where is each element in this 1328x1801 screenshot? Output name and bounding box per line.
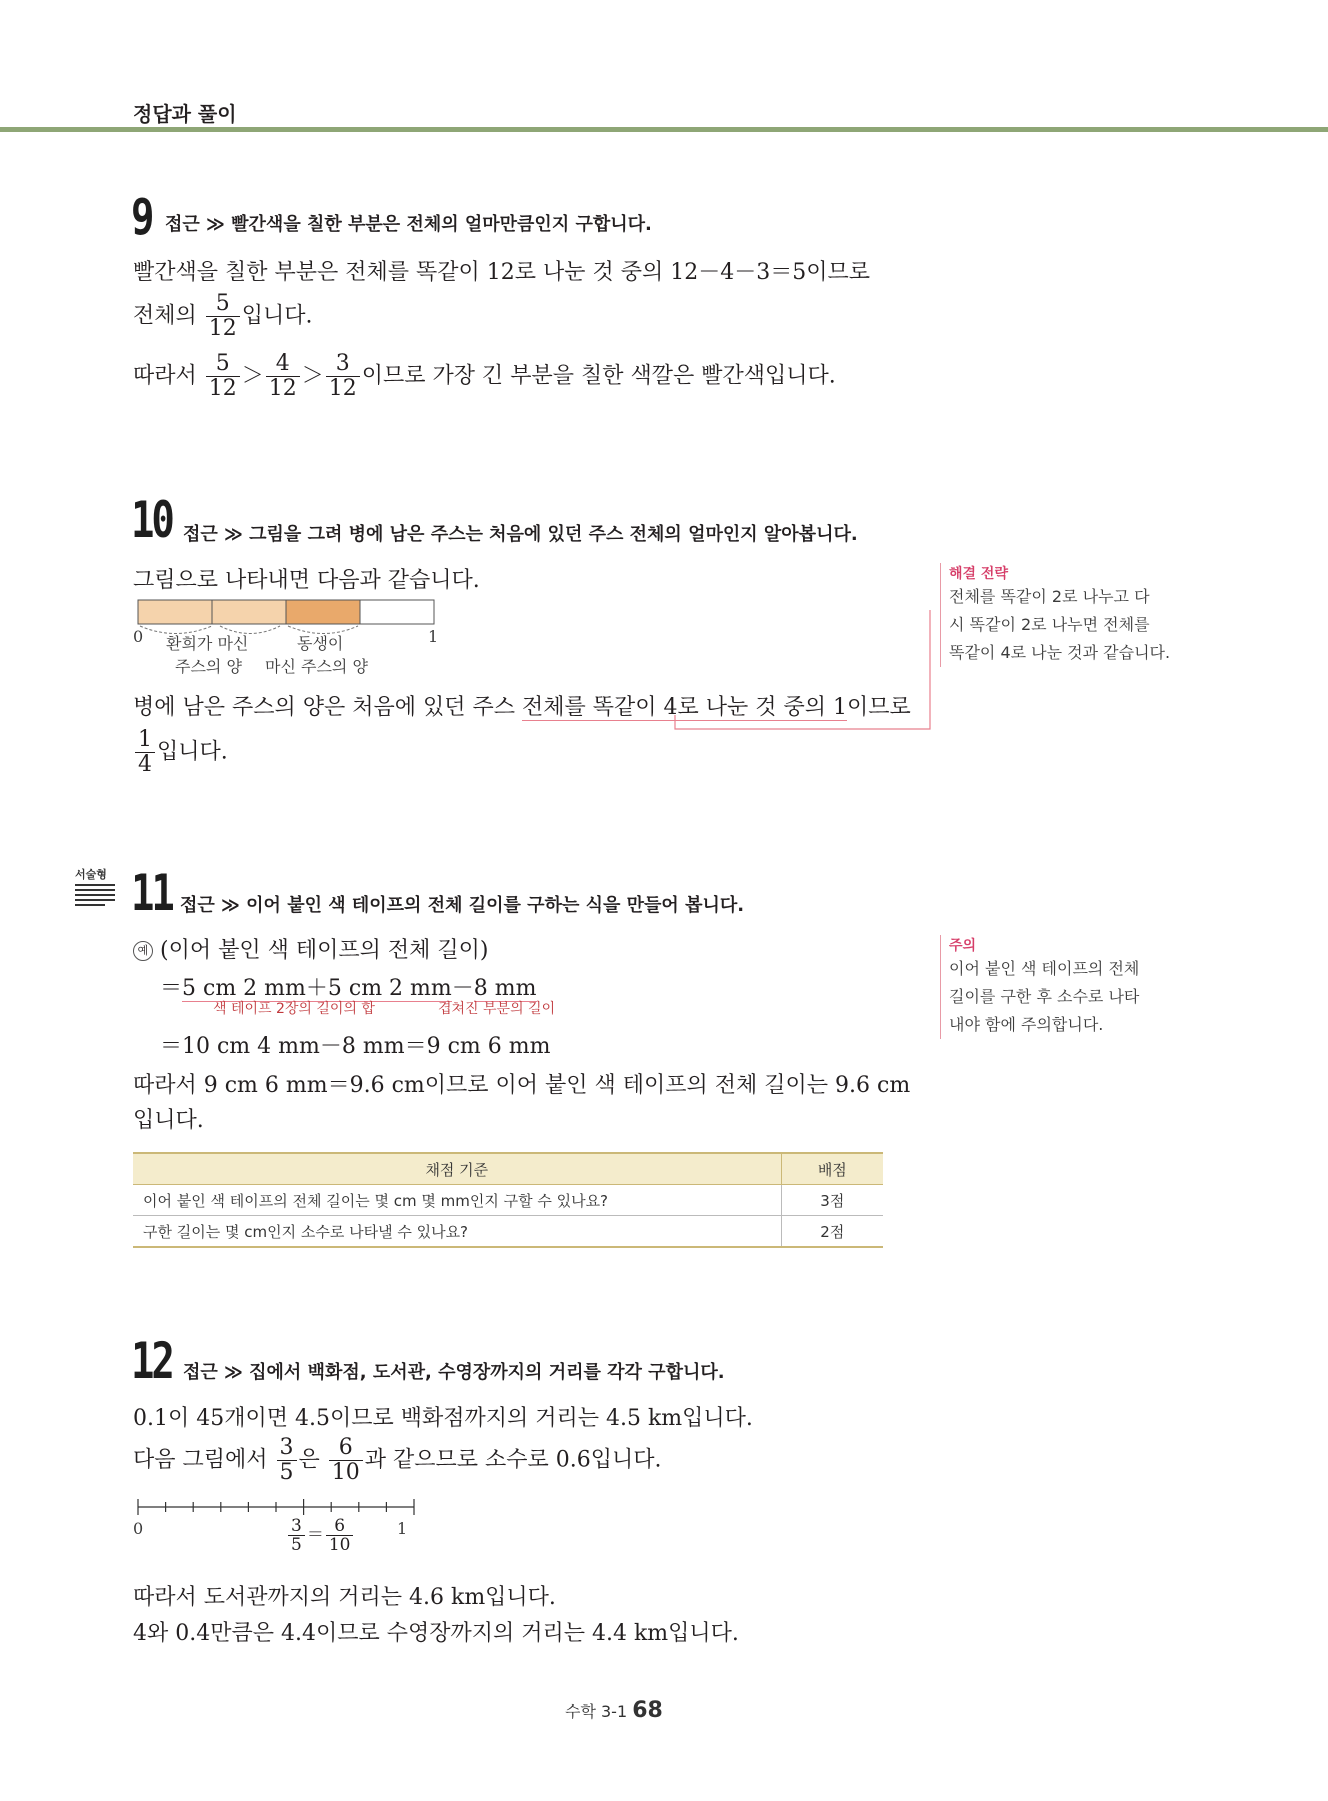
label-sibling-amount: 마신 주스의 양 — [265, 657, 368, 676]
number-line-zero: 0 — [133, 1519, 144, 1538]
bar-segment-4 — [360, 600, 434, 624]
label-hwanhui-amount: 주스의 양 — [175, 657, 242, 676]
q11-line5: 입니다. — [133, 1108, 204, 1133]
fraction-3-5-small: $\frac{3}{5}$ — [288, 1517, 305, 1554]
q11-line4: 따라서 9 cm 6 mm＝9.6 cm이므로 이어 붙인 색 테이프의 전체 길이는 9.6 cm — [133, 1073, 911, 1098]
scoring-table — [133, 1152, 883, 1248]
fraction-5-12: $\frac{5}{12}$ — [206, 352, 240, 401]
strategy-box — [940, 563, 1189, 667]
caution-box — [940, 935, 1189, 1039]
points-cell: 2점 — [781, 1216, 883, 1248]
criteria-cell: 이어 붙인 색 테이프의 전체 길이는 몇 cm 몇 mm인지 구할 수 있나요? — [133, 1185, 781, 1216]
table-row — [133, 1185, 883, 1216]
bar-segment-3 — [286, 600, 360, 624]
q10-line1: 그림으로 나타내면 다음과 같습니다. — [133, 568, 480, 593]
bar-segment-2 — [212, 600, 286, 624]
question-number-9: 9 — [131, 188, 152, 246]
fraction-5-12: $\frac{5}{12}$ — [206, 292, 240, 341]
q10-highlighted-phrase: 전체를 똑같이 4로 나눈 것 중의 1 — [522, 695, 847, 720]
fraction-6-10-small: $\frac{6}{10}$ — [326, 1517, 354, 1554]
q9-line2-pre: 전체의 — [133, 303, 204, 329]
caution-line-3: 내야 함에 주의합니다. — [949, 1015, 1104, 1034]
q11-line1: 예 (이어 붙인 색 테이프의 전체 길이) — [133, 933, 488, 964]
q12-line3: 따라서 도서관까지의 거리는 4.6 km입니다. — [133, 1585, 556, 1610]
strategy-title: 해결 전략 — [949, 566, 1008, 582]
page-number: 68 — [632, 1698, 663, 1723]
note-overlap-length: 겹쳐진 부분의 길이 — [438, 1001, 556, 1017]
q11-line3: ＝10 cm 4 mm－8 mm＝9 cm 6 mm — [160, 1034, 551, 1059]
q12-line1: 0.1이 45개이면 4.5이므로 백화점까지의 거리는 4.5 km입니다. — [133, 1406, 753, 1431]
number-line-one: 1 — [397, 1519, 408, 1538]
overlap-expr: 8 mm — [473, 976, 537, 1001]
question-number-10: 10 — [131, 491, 172, 549]
q12-line2: 다음 그림에서 $\frac{3}{5}$ 은 $\frac{6}{10}$ 과 같으므로 소수로 0.6입니다. — [133, 1435, 662, 1485]
criteria-cell: 구한 길이는 몇 cm인지 소수로 나타낼 수 있나요? — [133, 1216, 781, 1248]
strategy-line-3: 똑같이 4로 나눈 것과 같습니다. — [949, 643, 1171, 662]
bar-zero-label: 0 — [133, 627, 144, 646]
number-line — [130, 1495, 420, 1525]
lines-icon — [75, 884, 115, 906]
q10-line3: $\frac{1}{4}$ 입니다. — [133, 728, 228, 777]
fraction-4-12: $\frac{4}{12}$ — [266, 352, 300, 401]
q11-line2: ＝5 cm 2 mm＋5 cm 2 mm－8 mm — [160, 976, 537, 1001]
points-cell: 3점 — [781, 1185, 883, 1216]
question-number-12: 12 — [131, 1332, 172, 1390]
caution-title: 주의 — [949, 938, 977, 954]
strategy-line-2: 시 똑같이 2로 나누면 전체를 — [949, 615, 1150, 634]
scoring-header-points: 배점 — [781, 1153, 883, 1185]
caution-line-1: 이어 붙인 색 테이프의 전체 — [949, 959, 1140, 978]
caution-line-2: 길이를 구한 후 소수로 나타 — [949, 987, 1140, 1006]
table-row — [133, 1216, 883, 1248]
q10-line2: 병에 남은 주스의 양은 처음에 있던 주스 전체를 똑같이 4로 나눈 것 중의 1이므로 — [133, 695, 911, 720]
number-line-fraction-label: $\frac{3}{5}$ ＝ $\frac{6}{10}$ — [286, 1517, 355, 1554]
fraction-6-10: $\frac{6}{10}$ — [329, 1436, 363, 1485]
fraction-1-4: $\frac{1}{4}$ — [135, 728, 155, 777]
bar-one-label: 1 — [428, 627, 439, 646]
page-header-title: 정답과 풀이 — [133, 102, 237, 126]
sum-of-tapes-expr: 5 cm 2 mm＋5 cm 2 mm — [182, 976, 452, 1001]
q12-line4: 4와 0.4만큼은 4.4이므로 수영장까지의 거리는 4.4 km입니다. — [133, 1621, 739, 1646]
bar-segment-1 — [138, 600, 212, 624]
q9-line1: 빨간색을 칠한 부분은 전체를 똑같이 12로 나눈 것 중의 12－4－3＝5이므로 — [133, 260, 870, 285]
q12-approach: 접근 ≫ 집에서 백화점, 도서관, 수영장까지의 거리를 각각 구합니다. — [183, 1362, 725, 1383]
book-title: 수학 3-1 — [565, 1702, 628, 1721]
note-sum-length: 색 테이프 2장의 길이의 합 — [213, 1001, 375, 1017]
q9-approach: 접근 ≫ 빨간색을 칠한 부분은 전체의 얼마만큼인지 구합니다. — [165, 214, 652, 235]
q9-line3: 따라서 $\frac{5}{12}$ ＞ $\frac{4}{12}$ ＞ $\frac{3}{12}$ 이므로 가장 긴 부분을 칠한 색깔은 빨간색입니다. — [133, 351, 836, 401]
header-rule — [0, 127, 1328, 132]
fraction-3-5: $\frac{3}{5}$ — [277, 1436, 297, 1485]
page-footer — [565, 1698, 663, 1723]
scoring-header-criteria: 채점 기준 — [133, 1153, 781, 1185]
label-sibling: 동생이 — [297, 634, 344, 653]
question-number-11: 11 — [131, 864, 172, 922]
descriptive-badge: 서술형 — [75, 868, 107, 881]
q9-line2 — [133, 292, 313, 341]
q9-line2-post: 입니다. — [241, 303, 313, 329]
q11-approach: 접근 ≫ 이어 붙인 색 테이프의 전체 길이를 구하는 식을 만들어 봅니다. — [180, 895, 745, 916]
q10-approach: 접근 ≫ 그림을 그려 병에 남은 주스는 처음에 있던 주스 전체의 얼마인지 알아봅니다. — [183, 524, 858, 545]
example-mark: 예 — [133, 941, 153, 961]
strategy-line-1: 전체를 똑같이 2로 나누고 다 — [949, 587, 1150, 606]
fraction-3-12: $\frac{3}{12}$ — [326, 352, 360, 401]
label-hwanhui: 환희가 마신 — [166, 634, 249, 653]
strategy-connector — [670, 600, 940, 735]
